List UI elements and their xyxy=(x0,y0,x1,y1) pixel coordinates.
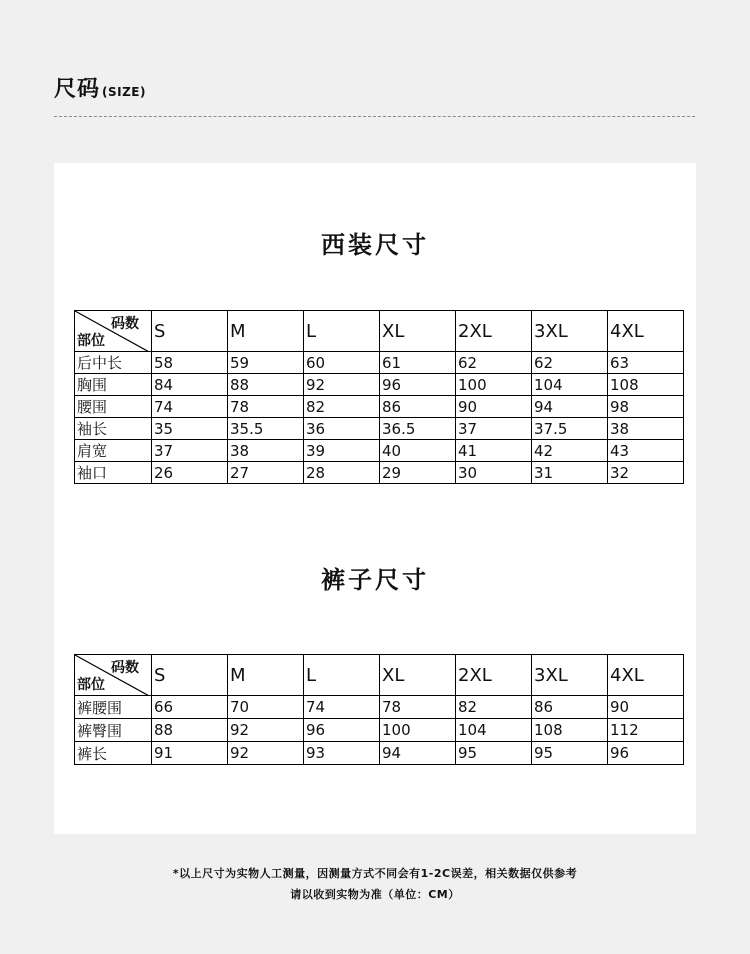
value-cell: 94 xyxy=(380,742,456,765)
corner-label-size: 码数 xyxy=(111,660,139,676)
suit-size-table xyxy=(74,310,684,484)
value-cell: 38 xyxy=(608,418,684,440)
value-cell: 62 xyxy=(456,352,532,374)
table-row xyxy=(75,374,684,396)
corner-label-part: 部位 xyxy=(77,333,105,349)
value-cell: 42 xyxy=(532,440,608,462)
corner-label-size: 码数 xyxy=(111,316,139,332)
value-cell: 29 xyxy=(380,462,456,484)
value-cell: 63 xyxy=(608,352,684,374)
table-row xyxy=(75,352,684,374)
value-cell: 66 xyxy=(152,696,228,719)
value-cell: 39 xyxy=(304,440,380,462)
table-row xyxy=(75,396,684,418)
value-cell: 93 xyxy=(304,742,380,765)
value-cell: 96 xyxy=(304,719,380,742)
size-header-cell: 2XL xyxy=(456,311,532,352)
dashed-divider xyxy=(54,116,695,117)
pants-size-table xyxy=(74,654,684,765)
value-cell: 26 xyxy=(152,462,228,484)
size-header-cell: S xyxy=(152,311,228,352)
size-header-cell: L xyxy=(304,311,380,352)
value-cell: 32 xyxy=(608,462,684,484)
value-cell: 96 xyxy=(380,374,456,396)
row-label-cell: 袖长 xyxy=(75,418,152,440)
value-cell: 59 xyxy=(228,352,304,374)
corner-label-part: 部位 xyxy=(77,677,105,693)
title-text: 尺码 xyxy=(54,77,101,102)
value-cell: 82 xyxy=(304,396,380,418)
row-label-cell: 袖口 xyxy=(75,462,152,484)
value-cell: 37.5 xyxy=(532,418,608,440)
value-cell: 98 xyxy=(608,396,684,418)
value-cell: 78 xyxy=(380,696,456,719)
size-header-cell: 3XL xyxy=(532,311,608,352)
row-label-cell: 后中长 xyxy=(75,352,152,374)
value-cell: 108 xyxy=(608,374,684,396)
value-cell: 60 xyxy=(304,352,380,374)
value-cell: 92 xyxy=(304,374,380,396)
value-cell: 90 xyxy=(456,396,532,418)
pants-section-title: 裤子尺寸 xyxy=(321,566,429,594)
value-cell: 84 xyxy=(152,374,228,396)
table-row xyxy=(75,462,684,484)
value-cell: 41 xyxy=(456,440,532,462)
value-cell: 70 xyxy=(228,696,304,719)
value-cell: 88 xyxy=(152,719,228,742)
value-cell: 58 xyxy=(152,352,228,374)
value-cell: 62 xyxy=(532,352,608,374)
value-cell: 112 xyxy=(608,719,684,742)
row-label-cell: 胸围 xyxy=(75,374,152,396)
size-header-cell: L xyxy=(304,655,380,696)
table-row xyxy=(75,418,684,440)
value-cell: 37 xyxy=(456,418,532,440)
value-cell: 100 xyxy=(456,374,532,396)
value-cell: 96 xyxy=(608,742,684,765)
value-cell: 104 xyxy=(532,374,608,396)
value-cell: 100 xyxy=(380,719,456,742)
value-cell: 43 xyxy=(608,440,684,462)
value-cell: 108 xyxy=(532,719,608,742)
value-cell: 37 xyxy=(152,440,228,462)
size-header-cell: XL xyxy=(380,311,456,352)
value-cell: 86 xyxy=(380,396,456,418)
value-cell: 95 xyxy=(456,742,532,765)
footnote-line-2: 请以收到实物为准（单位：CM） xyxy=(290,888,460,901)
value-cell: 74 xyxy=(304,696,380,719)
value-cell: 36 xyxy=(304,418,380,440)
corner-header-cell xyxy=(75,655,152,696)
table-row xyxy=(75,742,684,765)
size-header-cell: 3XL xyxy=(532,655,608,696)
value-cell: 28 xyxy=(304,462,380,484)
value-cell: 104 xyxy=(456,719,532,742)
value-cell: 92 xyxy=(228,719,304,742)
header-row xyxy=(75,655,684,696)
value-cell: 38 xyxy=(228,440,304,462)
size-header-cell: S xyxy=(152,655,228,696)
size-header-cell: 4XL xyxy=(608,655,684,696)
row-label-cell: 肩宽 xyxy=(75,440,152,462)
footnote-line-1: *以上尺寸为实物人工测量，因测量方式不同会有1-2C误差，相关数据仅供参考 xyxy=(172,867,578,880)
value-cell: 36.5 xyxy=(380,418,456,440)
value-cell: 82 xyxy=(456,696,532,719)
value-cell: 86 xyxy=(532,696,608,719)
table-row xyxy=(75,719,684,742)
size-header-cell: XL xyxy=(380,655,456,696)
size-header-cell: M xyxy=(228,311,304,352)
value-cell: 30 xyxy=(456,462,532,484)
table-row xyxy=(75,440,684,462)
value-cell: 78 xyxy=(228,396,304,418)
corner-header-cell xyxy=(75,311,152,352)
size-card xyxy=(54,163,696,834)
value-cell: 92 xyxy=(228,742,304,765)
value-cell: 88 xyxy=(228,374,304,396)
size-header-cell: M xyxy=(228,655,304,696)
size-header-cell: 2XL xyxy=(456,655,532,696)
value-cell: 35 xyxy=(152,418,228,440)
size-header-cell: 4XL xyxy=(608,311,684,352)
value-cell: 91 xyxy=(152,742,228,765)
value-cell: 95 xyxy=(532,742,608,765)
value-cell: 74 xyxy=(152,396,228,418)
value-cell: 27 xyxy=(228,462,304,484)
header-row xyxy=(75,311,684,352)
value-cell: 40 xyxy=(380,440,456,462)
suit-section-title: 西装尺寸 xyxy=(321,231,429,259)
page-title xyxy=(54,72,146,103)
value-cell: 31 xyxy=(532,462,608,484)
value-cell: 61 xyxy=(380,352,456,374)
row-label-cell: 裤腰围 xyxy=(75,696,152,719)
value-cell: 90 xyxy=(608,696,684,719)
value-cell: 35.5 xyxy=(228,418,304,440)
title-subtitle: (SIZE) xyxy=(102,85,146,99)
value-cell: 94 xyxy=(532,396,608,418)
row-label-cell: 裤臀围 xyxy=(75,719,152,742)
table-row xyxy=(75,696,684,719)
row-label-cell: 裤长 xyxy=(75,742,152,765)
row-label-cell: 腰围 xyxy=(75,396,152,418)
